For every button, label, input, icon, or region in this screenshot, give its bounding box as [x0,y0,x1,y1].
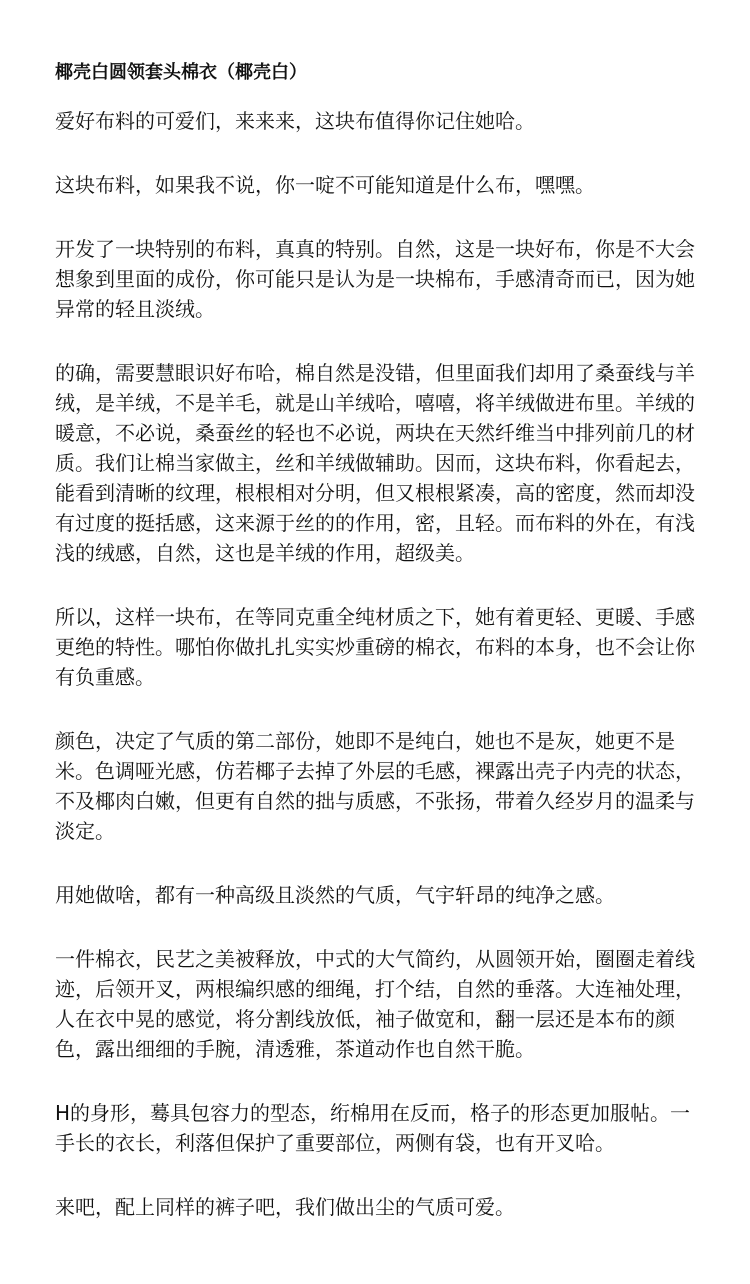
paragraph-1: 爱好布料的可爱们，来来来，这块布值得你记住她哈。 [55,109,535,133]
paragraph-8: 一件棉衣，民艺之美被释放，中式的大气简约，从圆领开始，圈圈走着线迹，后领开叉，两根编织感的细绳，打个结，自然的垂落。大连袖处理，人在衣中晃的感觉，将分割线放低，袖子做宽和，翻一层还是本布的颜色，露出细细的手腕，清透雅，茶道动作也自然干脆。 [55,947,695,1061]
paragraph-7: 用她做啥，都有一种高级且淡然的气质，气宇轩昂的纯净之感。 [55,883,615,907]
paragraph-6: 颜色，决定了气质的第二部份，她即不是纯白，她也不是灰，她更不是米。色调哑光感，仿若椰子去掉了外层的毛感，裸露出壳子内壳的状态，不及椰肉白嫩，但更有自然的拙与质感，不张扬，带着久经岁月的温柔与淡定。 [55,729,695,843]
paragraph-3: 开发了一块特别的布料，真真的特别。自然，这是一块好布，你是不大会想象到里面的成份，你可能只是认为是一块棉布，手感清奇而已，因为她异常的轻且淡绒。 [55,237,695,321]
paragraph-9: H的身形，蓦具包容力的型态，绗棉用在反而，格子的形态更加服帖。一手长的衣长，利落但保护了重要部位，两侧有袋，也有开叉哈。 [55,1101,691,1155]
article-title: 椰壳白圆领套头棉衣（椰壳白） [55,62,307,83]
paragraph-4: 的确，需要慧眼识好布哈，棉自然是没错，但里面我们却用了桑蚕线与羊绒，是羊绒，不是羊毛，就是山羊绒哈，嘻嘻，将羊绒做进布里。羊绒的暖意，不必说，桑蚕丝的轻也不必说，两块在天然纤维当中排列前几的材质。我们让棉当家做主，丝和羊绒做辅助。因而，这块布料，你看起去，能看到清晰的纹理，根根相对分明，但又根根紧凑，高的密度，然而却没有过度的挺括感，这来源于丝的的作用，密，且轻。而布料的外在，有浅浅的绒感，自然，这也是羊绒的作用，超级美。 [55,361,695,565]
paragraph-2: 这块布料，如果我不说，你一啶不可能知道是什么布，嘿嘿。 [55,173,595,197]
paragraph-5: 所以，这样一块布，在等同克重全纯材质之下，她有着更轻、更暖、手感更绝的特性。哪怕你做扎扎实实炒重磅的棉衣，布料的本身，也不会让你有负重感。 [55,605,695,689]
paragraph-10: 来吧，配上同样的裤子吧，我们做出尘的气质可爱。 [55,1195,515,1219]
article [55,58,707,1222]
